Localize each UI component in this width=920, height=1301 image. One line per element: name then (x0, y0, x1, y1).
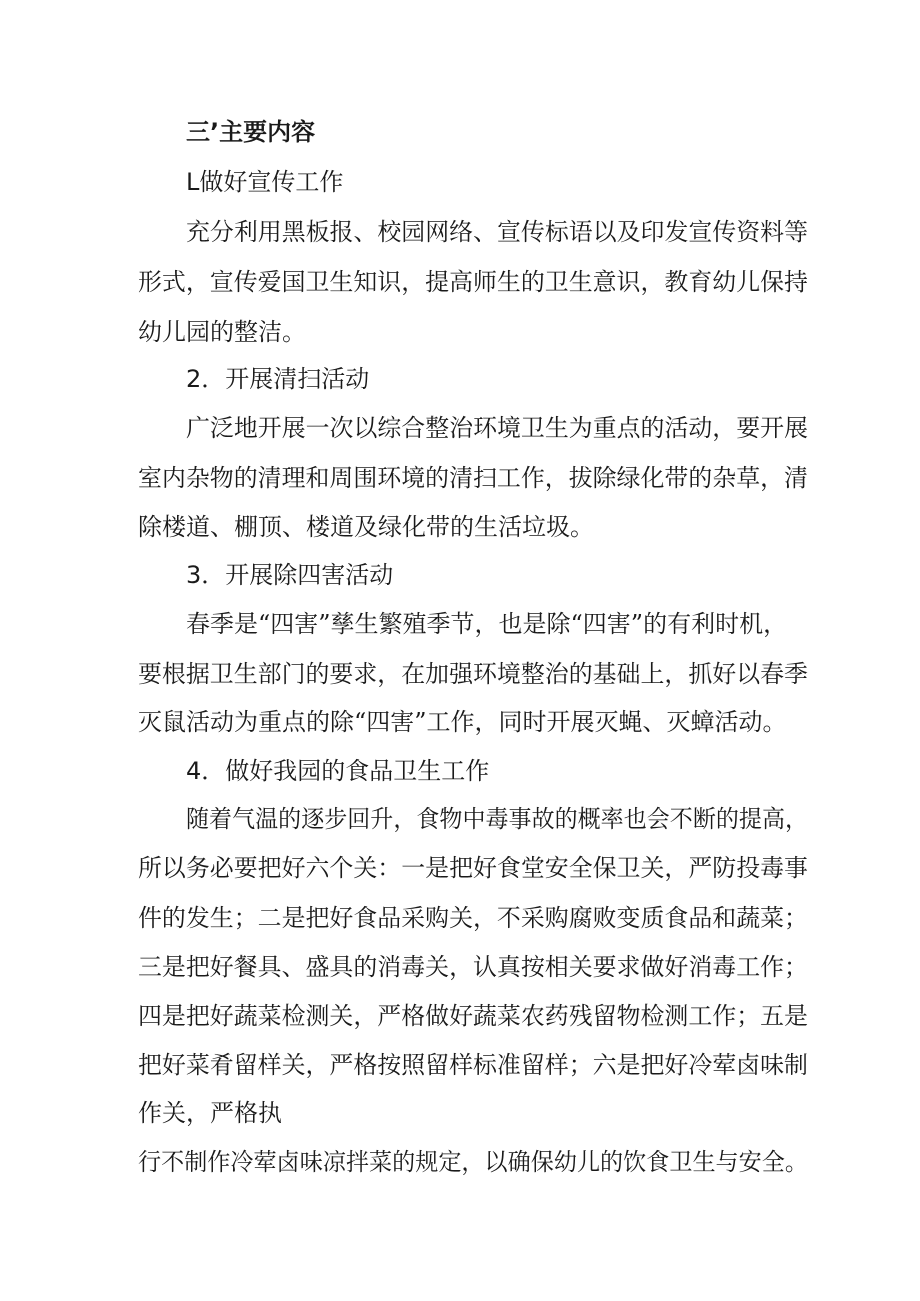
item-2-line-3: 除楼道、棚顶、楼道及绿化带的生活垃圾。 (138, 513, 594, 541)
item-1-line-2: 形式，宣传爱国卫生知识，提高师生的卫生意识，教育幼儿保持 (138, 268, 808, 296)
item-3-line-1: 春季是“四害”孳生繁殖季节，也是除“四害”的有利时机， (186, 610, 788, 638)
item-3-line-2: 要根据卫生部门的要求，在加强环境整治的基础上，抓好以春季 (138, 660, 808, 688)
item-1-title: L做好宣传工作 (186, 168, 344, 196)
item-4-line-3: 件的发生；二是把好食品采购关，不采购腐败变质食品和蔬菜； (138, 904, 808, 932)
item-1-line-3: 幼儿园的整洁。 (138, 318, 306, 346)
section-title: 三’主要内容 (186, 118, 316, 146)
item-4-line-7: 作关，严格执 (138, 1099, 282, 1127)
item-4-line-4: 三是把好餐具、盛具的消毒关，认真按相关要求做好消毒工作； (138, 953, 808, 981)
item-4-line-5: 四是把好蔬菜检测关，严格做好蔬菜农药残留物检测工作；五是 (138, 1002, 808, 1030)
item-4-line-1: 随着气温的逐步回升，食物中毒事故的概率也会不断的提高， (186, 805, 809, 833)
item-2-line-2: 室内杂物的清理和周围环境的清扫工作，拔除绿化带的杂草，清 (138, 464, 808, 492)
item-2-line-1: 广泛地开展一次以综合整治环境卫生为重点的活动，要开展 (186, 414, 809, 442)
item-3-title: 3．开展除四害活动 (186, 561, 394, 589)
item-4-line-8: 行不制作冷荤卤味凉拌菜的规定，以确保幼儿的饮食卫生与安全。 (138, 1148, 808, 1176)
item-1-line-1: 充分利用黑板报、校园网络、宣传标语以及印发宣传资料等 (186, 218, 809, 246)
item-4-line-6: 把好菜肴留样关，严格按照留样标准留样；六是把好冷荤卤味制 (138, 1051, 808, 1079)
item-4-line-2: 所以务必要把好六个关：一是把好食堂安全保卫关，严防投毒事 (138, 854, 808, 882)
item-3-line-3: 灭鼠活动为重点的除“四害”工作，同时开展灭蝇、灭蟑活动。 (138, 708, 787, 736)
item-2-title: 2．开展清扫活动 (186, 365, 370, 393)
item-4-title: 4．做好我园的食品卫生工作 (186, 757, 490, 785)
